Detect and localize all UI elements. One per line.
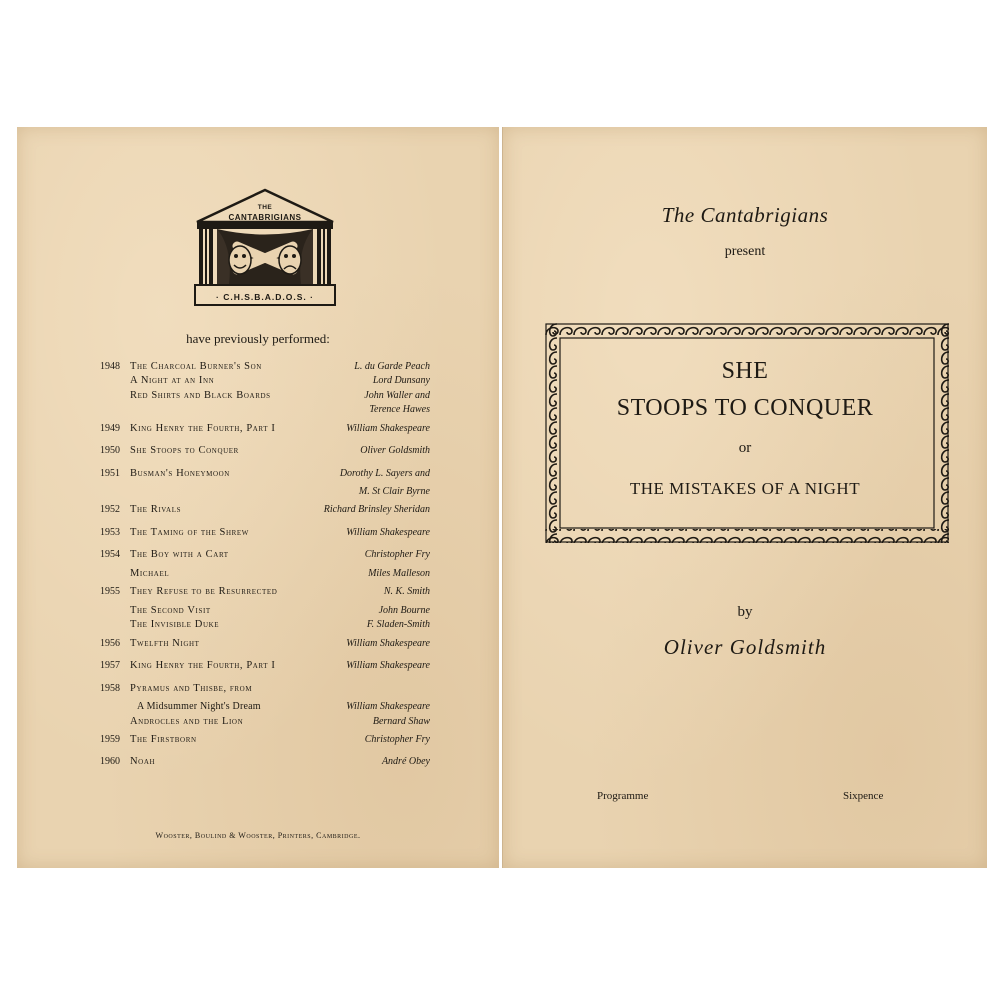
production-title: The Boy with a Cart (130, 549, 229, 561)
previous-productions-list (100, 360, 430, 774)
production-year: 1948 (100, 361, 120, 372)
play-title-or: or (738, 440, 752, 456)
production-row (100, 374, 430, 388)
production-author: John Waller and (364, 389, 430, 401)
production-title: Busman's Honeymoon (130, 467, 230, 479)
production-author: Lord Dunsany (372, 375, 430, 387)
production-author: André Obey (381, 756, 430, 768)
emblem-base-text: · C.H.S.B.A.D.O.S. · (216, 292, 314, 302)
emblem-title-line-2: CANTABRIGIANS (228, 213, 302, 222)
production-author: Oliver Goldsmith (360, 445, 430, 457)
production-row (100, 618, 430, 632)
production-title: She Stoops to Conquer (130, 445, 239, 457)
production-row (100, 440, 430, 463)
production-year: 1956 (100, 637, 120, 649)
production-row (100, 567, 430, 581)
production-title: King Henry the Fourth, Part I (130, 422, 276, 434)
play-subtitle: THE MISTAKES OF A NIGHT (629, 479, 861, 498)
production-title: King Henry the Fourth, Part I (130, 660, 276, 672)
production-year: 1952 (100, 504, 120, 516)
production-author: Christopher Fry (364, 733, 430, 745)
production-title: The Rivals (130, 504, 182, 516)
production-row (100, 633, 430, 656)
production-author: William Shakespeare (346, 526, 430, 538)
play-title-line-1: SHE (721, 358, 769, 384)
production-row (100, 522, 430, 545)
production-title: Twelfth Night (130, 637, 200, 649)
production-title: They Refuse to be Resurrected (130, 586, 278, 598)
production-year: 1960 (100, 756, 120, 768)
production-year: 1949 (100, 422, 120, 434)
production-author: Terence Hawes (369, 404, 430, 416)
price-label: Sixpence (843, 790, 884, 802)
production-year: 1951 (100, 467, 120, 479)
production-author: William Shakespeare (346, 637, 430, 649)
production-title: Red Shirts and Black Boards (130, 389, 271, 401)
by-text: by (737, 604, 753, 620)
left-page (17, 127, 499, 868)
production-author: John Bourne (378, 604, 430, 616)
production-row (100, 360, 430, 374)
production-row (100, 403, 430, 417)
ornamental-border-frame (545, 323, 949, 543)
production-title: Pyramus and Thisbe, from (130, 682, 253, 694)
cantabrigians-emblem (193, 188, 337, 308)
production-row (100, 729, 430, 752)
production-year: 1957 (100, 660, 120, 672)
production-author: William Shakespeare (346, 701, 430, 713)
production-row (100, 544, 430, 567)
production-author: William Shakespeare (346, 422, 430, 434)
production-title: Androcles and the Lion (130, 715, 244, 727)
production-year: 1958 (100, 682, 120, 694)
production-row (100, 485, 430, 499)
production-title: The Taming of the Shrew (130, 526, 249, 538)
production-author: Richard Brinsley Sheridan (323, 504, 430, 516)
right-page (502, 127, 987, 868)
production-row (100, 715, 430, 729)
production-author: L. du Garde Peach (354, 361, 430, 372)
production-row (100, 499, 430, 522)
production-year: 1950 (100, 445, 120, 457)
production-author: Christopher Fry (364, 549, 430, 561)
production-row (100, 678, 430, 701)
production-title: The Charcoal Burner's Son (130, 361, 262, 372)
production-title: Michael (130, 567, 170, 579)
production-title: A Midsummer Night's Dream (137, 701, 261, 713)
production-author: M. St Clair Byrne (358, 486, 430, 498)
production-title: The Second Visit (130, 604, 211, 616)
production-row (100, 389, 430, 403)
play-title-line-2: STOOPS TO CONQUER (616, 395, 874, 421)
company-name: The Cantabrigians (661, 203, 829, 227)
production-title: Noah (130, 756, 156, 768)
production-title: The Invisible Duke (130, 619, 220, 631)
production-author: Dorothy L. Sayers and (339, 467, 430, 479)
playwright-name: Oliver Goldsmith (663, 635, 827, 659)
production-author: F. Sladen-Smith (366, 619, 430, 631)
production-author: N. K. Smith (383, 586, 430, 598)
production-row (100, 700, 430, 714)
production-year: 1959 (100, 733, 120, 745)
production-year: 1953 (100, 526, 120, 538)
production-year: 1954 (100, 549, 120, 561)
previously-performed-heading: have previously performed: (186, 331, 330, 346)
programme-label: Programme (597, 790, 649, 802)
production-title: The Firstborn (130, 733, 197, 745)
printer-imprint: Wooster, Boulind & Wooster, Printers, Cambridge. (155, 831, 361, 840)
production-author: Miles Malleson (368, 567, 430, 579)
present-text: present (724, 244, 766, 259)
production-row (100, 463, 430, 486)
production-year: 1955 (100, 586, 120, 598)
production-row (100, 581, 430, 604)
production-author: Bernard Shaw (372, 715, 430, 727)
production-row (100, 604, 430, 618)
production-row (100, 655, 430, 678)
production-author: William Shakespeare (346, 660, 430, 672)
production-row (100, 418, 430, 441)
emblem-title-line-1: THE (257, 204, 273, 211)
production-title: A Night at an Inn (130, 375, 215, 387)
production-row (100, 751, 430, 774)
